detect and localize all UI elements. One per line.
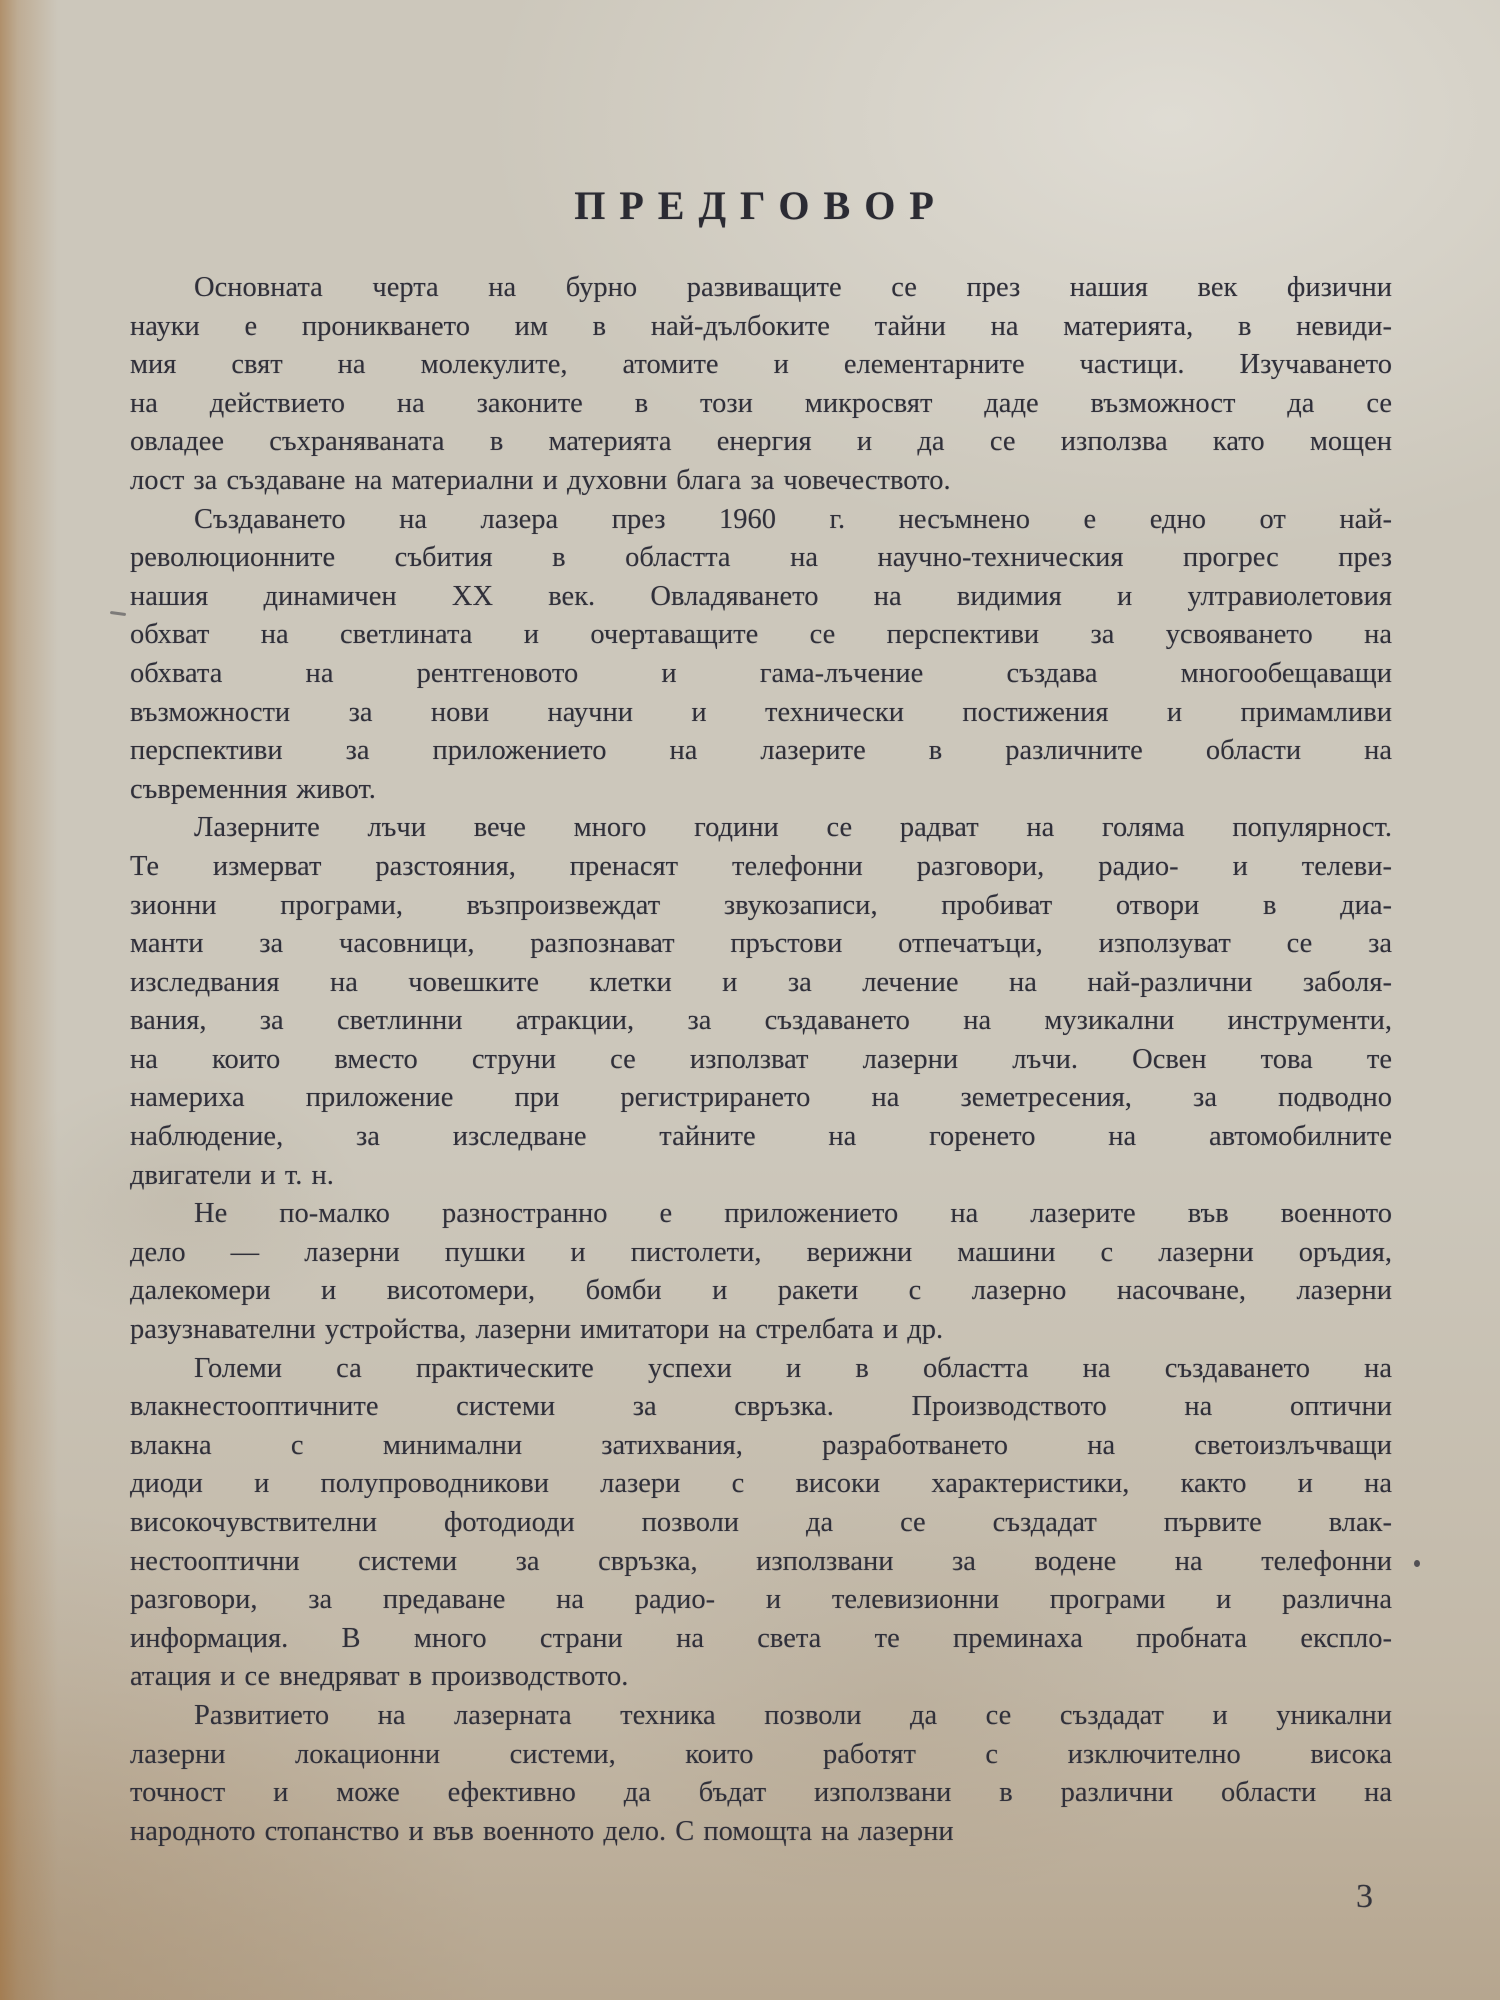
text-line: Развитието на лазерната техника позволи да се създадат и уникални: [194, 1699, 1392, 1731]
text-line: народното стопанство и във военното дело. С помощта на лазерни: [130, 1815, 954, 1847]
paragraph: [130, 269, 1392, 501]
text-line: възможности за нови научни и технически постижения и примамливи: [130, 696, 1392, 728]
text-line: лост за създаване на материални и духовни блага за човечеството.: [130, 464, 951, 496]
text-line: овладее съхраняваната в материята енергия и да се използва като мощен: [130, 426, 1392, 458]
text-line: на които вместо струни се използват лазерни лъчи. Освен това те: [130, 1043, 1392, 1075]
paragraph: [130, 1195, 1392, 1349]
text-line: обхвата на рентгеновото и гама-лъчение създава многообещаващи: [130, 657, 1392, 689]
page-body: [130, 269, 1392, 1851]
text-line: науки е проникването им в най-дълбоките тайни на материята, в невиди-: [130, 310, 1392, 342]
text-line: лазерни локационни системи, които работят с изключително висока: [130, 1738, 1392, 1770]
text-line: манти за часовници, разпознават пръстови отпечатъци, използуват се за: [130, 928, 1392, 960]
text-line: Големи са практическите успехи и в областта на създаването на: [194, 1352, 1392, 1384]
text-line: перспективи за приложението на лазерите в различните области на: [130, 735, 1392, 767]
text-line: Създаването на лазера през 1960 г. несъмнено е едно от най-: [194, 503, 1392, 535]
text-line: зионни програми, възпроизвеждат звукозаписи, пробиват отвори в диа-: [130, 889, 1392, 921]
page-title: ПРЕДГОВОР: [574, 183, 948, 228]
text-line: диоди и полупроводникови лазери с високи характеристики, както и на: [130, 1468, 1392, 1500]
text-line: вания, за светлинни атракции, за създаването на музикални инструменти,: [130, 1005, 1392, 1037]
text-line: революционните събития в областта на научно-техническия прогрес през: [130, 542, 1392, 574]
text-line: изследвания на човешките клетки и за лечение на най-различни заболя-: [130, 966, 1392, 998]
text-line: дело — лазерни пушки и пистолети, верижни машини с лазерни оръдия,: [130, 1236, 1392, 1268]
text-line: далекомери и висотомери, бомби и ракети с лазерно насочване, лазерни: [130, 1275, 1392, 1307]
paragraph: [130, 501, 1392, 810]
text-line: мия свят на молекулите, атомите и елементарните частици. Изучаването: [130, 349, 1392, 381]
text-line: разузнавателни устройства, лазерни имитатори на стрелбата и др.: [130, 1314, 944, 1346]
text-line: обхват на светлината и очертаващите се перспективи за усвояването на: [130, 619, 1392, 651]
text-line: на действието на законите в този микросвят даде възможност да се: [130, 387, 1392, 419]
text-line: наблюдение, за изследване тайните на горенето на автомобилните: [130, 1121, 1392, 1153]
scan-artifact-dash: [110, 611, 126, 616]
text-line: нашия динамичен XX век. Овладяването на видимия и ултравиолетовия: [130, 580, 1392, 612]
text-line: Лазерните лъчи вече много години се радват на голяма популярност.: [194, 812, 1392, 844]
paragraph: [130, 1697, 1392, 1851]
text-line: Те измерват разстояния, пренасят телефонни разговори, радио- и телеви-: [130, 850, 1392, 882]
text-line: съвременния живот.: [130, 773, 376, 805]
text-line: влакна с минимални затихвания, разработването на светоизлъчващи: [130, 1429, 1392, 1461]
text-line: двигатели и т. н.: [130, 1159, 334, 1191]
page-number: 3: [1356, 1878, 1373, 1915]
text-column: [130, 182, 1392, 1851]
scan-artifact-dot: [1414, 1560, 1420, 1567]
text-line: високочувствителни фотодиоди позволи да се създадат първите влак-: [130, 1507, 1392, 1538]
text-line: информация. В много страни на света те преминаха пробната експло-: [130, 1622, 1392, 1654]
paragraph: [130, 809, 1392, 1195]
text-line: атация и се внедряват в производството.: [130, 1661, 629, 1693]
paragraph: [130, 1350, 1392, 1697]
text-line: Основната черта на бурно развиващите се през нашия век физични: [194, 272, 1392, 303]
text-line: нестооптични системи за свръзка, използвани за водене на телефонни: [130, 1545, 1392, 1577]
text-line: намериха приложение при регистрирането на земетресения, за подводно: [130, 1082, 1392, 1114]
text-line: точност и може ефективно да бъдат използвани в различни области на: [130, 1777, 1392, 1809]
text-line: влакнестооптичните системи за свръзка. Производството на оптични: [130, 1391, 1392, 1423]
text-line: разговори, за предаване на радио- и телевизионни програми и различна: [130, 1584, 1392, 1616]
text-line: Не по-малко разностранно е приложението на лазерите във военното: [194, 1198, 1392, 1230]
